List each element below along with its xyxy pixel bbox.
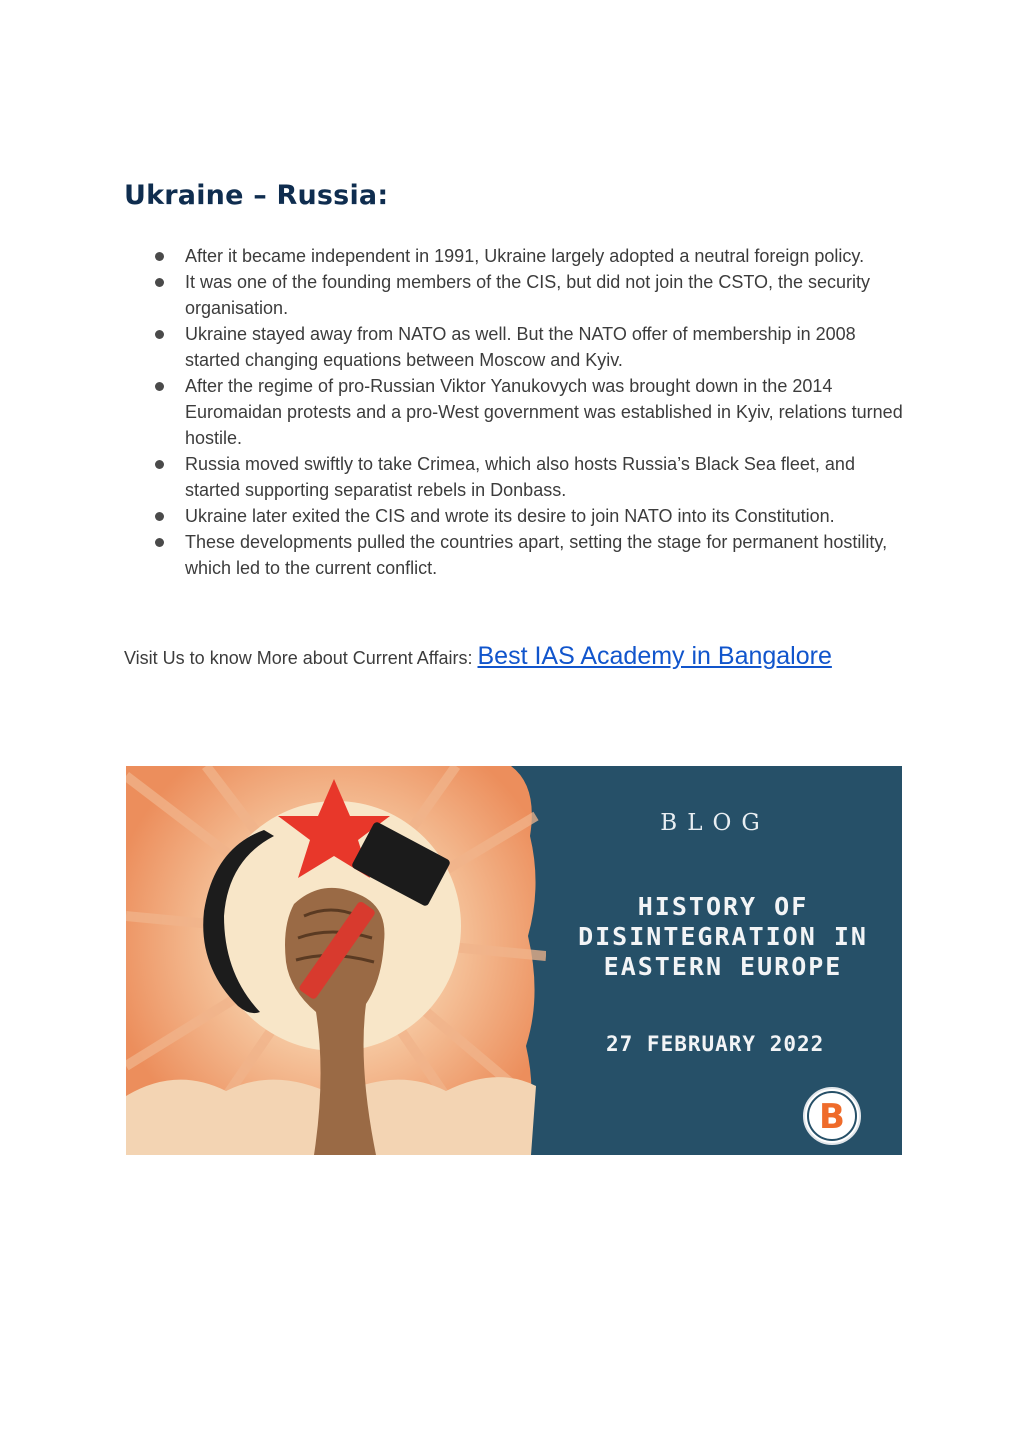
- list-item-text: After it became independent in 1991, Ukraine largely adopted a neutral foreign policy.: [185, 246, 865, 266]
- academy-link[interactable]: Best IAS Academy in Bangalore: [477, 642, 832, 670]
- bullet-icon: [155, 382, 164, 391]
- visit-line: [124, 642, 832, 671]
- list-item-text: Ukraine stayed away from NATO as well. But the NATO offer of membership in 2008 started changing equations between Moscow and Kyiv.: [185, 324, 856, 370]
- blog-label: BLOG: [660, 810, 770, 836]
- list-item-text: Russia moved swiftly to take Crimea, which also hosts Russia’s Black Sea fleet, and started supporting separatist rebels in Donbass.: [185, 454, 855, 500]
- bullet-icon: [155, 252, 164, 261]
- list-item-text: After the regime of pro-Russian Viktor Yanukovych was brought down in the 2014 Euromaidan protests and a pro-West government was established in Kyiv, relations turned hostile.: [185, 376, 903, 448]
- bullet-list: [154, 243, 914, 581]
- bullet-icon: [155, 278, 164, 287]
- banner-title-line: EASTERN EUROPE: [603, 952, 843, 981]
- brand-logo-icon: [802, 1086, 862, 1146]
- visit-text: Visit Us to know More about Current Affairs:: [124, 648, 478, 668]
- bullet-icon: [155, 460, 164, 469]
- bullet-icon: [155, 512, 164, 521]
- list-item: [154, 321, 914, 373]
- list-item: [154, 373, 914, 451]
- list-item: [154, 503, 914, 529]
- bullet-icon: [155, 538, 164, 547]
- poster-art: [126, 766, 546, 1155]
- list-item-text: These developments pulled the countries apart, setting the stage for permanent hostility, which led to the current conflict.: [185, 532, 888, 578]
- list-item: [154, 451, 914, 503]
- banner-title: [578, 892, 868, 982]
- list-item: [154, 243, 914, 269]
- banner-title-line: HISTORY OF: [637, 892, 809, 921]
- list-item-text: Ukraine later exited the CIS and wrote its desire to join NATO into its Constitution.: [185, 506, 835, 526]
- section-heading: Ukraine – Russia:: [124, 180, 389, 211]
- banner-title-line: DISINTEGRATION IN: [578, 922, 868, 951]
- list-item: [154, 529, 914, 581]
- blog-banner-image: [126, 766, 902, 1155]
- list-item-text: It was one of the founding members of the CIS, but did not join the CSTO, the security organisation.: [185, 272, 871, 318]
- bullet-icon: [155, 330, 164, 339]
- brand-logo-letter: B: [819, 1097, 845, 1137]
- list-item: [154, 269, 914, 321]
- banner-date: 27 FEBRUARY 2022: [606, 1032, 825, 1056]
